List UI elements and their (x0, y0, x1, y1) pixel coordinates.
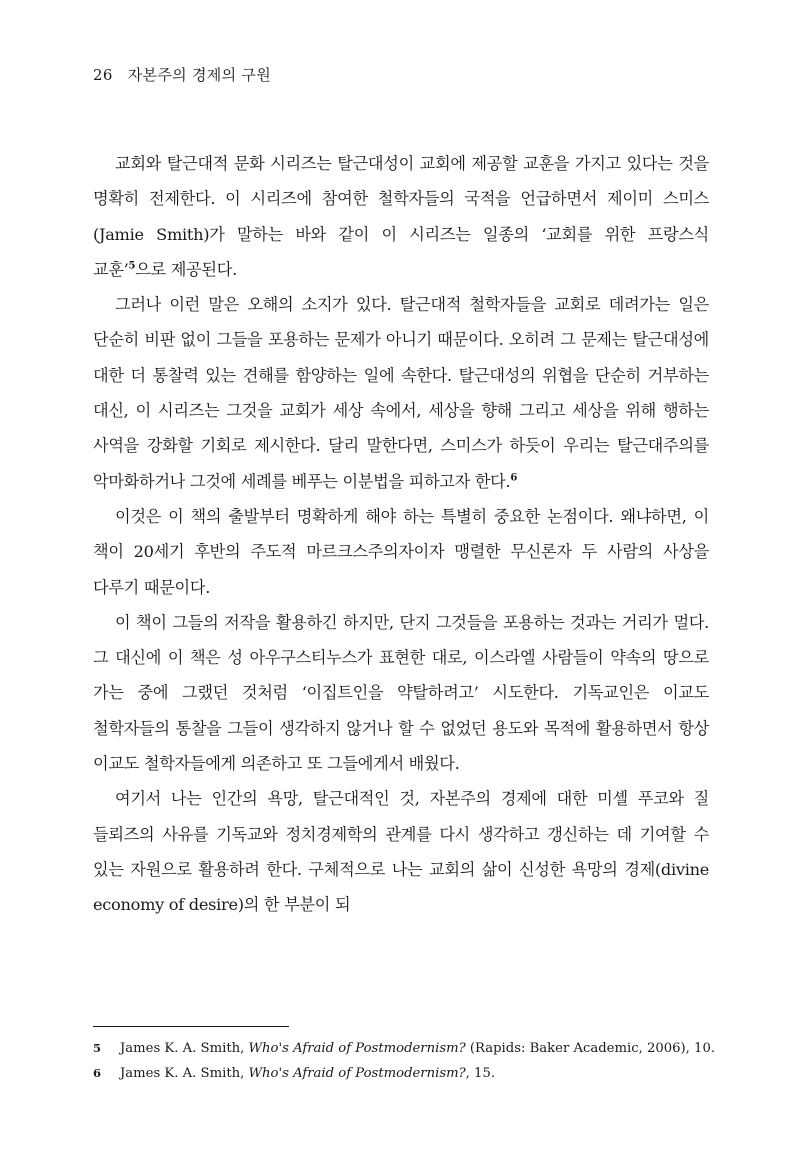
paragraph (93, 605, 709, 781)
paragraph-text: 그러나 이런 말은 오해의 소지가 있다. 탈근대적 철학자들을 교회로 데려가는 일은 단순히 비판 없이 그들을 포용하는 문제가 아니기 때문이다. 오히려 그 문제는 탈근대성에 대한 더 통찰력 있는 견해를 함양하는 일에 속한다. 탈근대성의 위협을 단순히 거부하는 대신, 이 시리즈는 그것을 교회가 세상 속에서, 세상을 향해 그리고 세상을 위해 행하는 사역을 강화할 기회로 제시한다. 달리 말한다면, 스미스가 하듯이 우리는 탈근대주의를 악마화하거나 그것에 세례를 베푸는 이분법을 피하고자 한다. (93, 295, 709, 491)
paragraph (93, 146, 709, 287)
footnote-ref[interactable]: 5 (128, 260, 136, 272)
footnote-number: 5 (93, 1041, 102, 1055)
body-text (93, 146, 709, 923)
paragraph-text: 이 책이 그들의 저작을 활용하긴 하지만, 단지 그것들을 포용하는 것과는 거리가 멀다. 그 대신에 이 책은 성 아우구스티누스가 표현한 대로, 이스라엘 사람들이 약속의 땅으로 가는 중에 그랬던 것처럼 ‘이집트인을 약탈하려고’ 시도한다. 기독교인은 이교도 철학자들의 통찰을 그들이 생각하지 않거나 할 수 없었던 용도와 목적에 활용하면서 항상 이교도 철학자들에게 의존하고 또 그들에게서 배웠다. (93, 612, 709, 774)
footnote-author: James K. A. Smith, (120, 1066, 249, 1081)
footnote (93, 1036, 716, 1061)
footnote-rest: (Rapids: Baker Academic, 2006), 10. (465, 1041, 716, 1056)
footnote-ref[interactable]: 6 (510, 472, 518, 484)
footnote (93, 1061, 709, 1086)
footnote-title: Who's Afraid of Postmodernism? (248, 1041, 466, 1056)
running-title: 자본주의 경제의 구원 (127, 66, 272, 84)
paragraph (93, 781, 709, 922)
footnote-title: Who's Afraid of Postmodernism? (248, 1066, 466, 1081)
paragraph (93, 287, 709, 499)
paragraph (93, 499, 709, 605)
paragraph-text: 이것은 이 책의 출발부터 명확하게 해야 하는 특별히 중요한 논점이다. 왜냐하면, 이 책이 20세기 후반의 주도적 마르크스주의자이자 맹렬한 무신론자 두 사람의 사상을 다루기 때문이다. (93, 506, 709, 597)
running-header (93, 64, 271, 85)
paragraph-text: 여기서 나는 인간의 욕망, 탈근대적인 것, 자본주의 경제에 대한 미셸 푸코와 질 들뢰즈의 사유를 기독교와 정치경제학의 관계를 다시 생각하고 갱신하는 데 기여할 수 있는 자원으로 활용하려 한다. 구체적으로 나는 교회의 삶이 신성한 욕망의 경제(divine economy of desire)의 한 부분이 되 (93, 789, 709, 915)
page-number: 26 (93, 66, 113, 84)
footnote-divider (93, 1026, 289, 1027)
paragraph-text-tail: 으로 제공된다. (135, 259, 237, 279)
footnote-author: James K. A. Smith, (120, 1041, 249, 1056)
footnote-number: 6 (93, 1066, 102, 1080)
paragraph-text: 교회와 탈근대적 문화 시리즈는 탈근대성이 교회에 제공할 교훈을 가지고 있다는 것을 명확히 전제한다. 이 시리즈에 참여한 철학자들의 국적을 언급하면서 제이미 스미스(Jamie Smith)가 말하는 바와 같이 이 시리즈는 일종의 ‘교회를 위한 프랑스식 교훈’ (93, 154, 709, 279)
footnote-rest: , 15. (465, 1066, 496, 1081)
footnotes (93, 1036, 716, 1086)
